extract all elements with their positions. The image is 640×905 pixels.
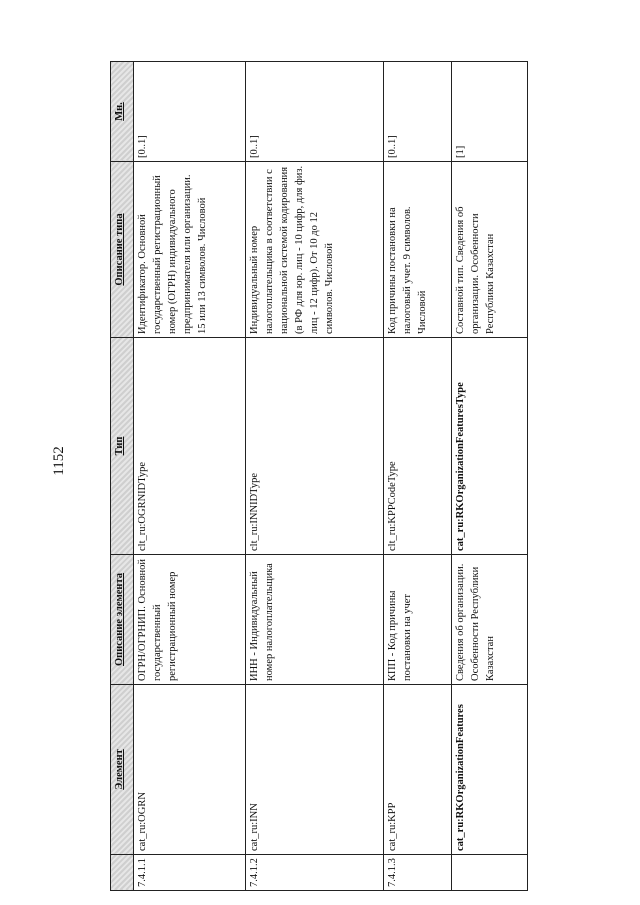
table-row (384, 62, 452, 891)
row-element: cat_ru:RKOrganizationFeatures (452, 685, 528, 855)
table-row (246, 62, 384, 891)
row-type: clt_ru:INNIDType (246, 338, 384, 555)
header-element-description: Описание элемента (111, 555, 134, 685)
row-multiplicity: [1] (452, 62, 528, 162)
row-type-description: Код причины постановки на налоговый учет. 9 символов. Числовой (384, 162, 452, 338)
header-num (111, 855, 134, 891)
row-num: 7.4.1.3 (384, 855, 452, 891)
row-multiplicity: [0..1] (246, 62, 384, 162)
table-header-row (111, 62, 134, 891)
row-type: cat_ru:RKOrganizationFeaturesType (452, 338, 528, 555)
row-type: clt_ru:KPPCodeType (384, 338, 452, 555)
schema-table (110, 61, 528, 891)
row-element: cat_ru:KPP (384, 685, 452, 855)
row-type-description: Идентификатор. Основной государственный регистрационный номер (ОГРН) индивидуального предпринимателя или организации. 15 или 13 символов. Числовой (134, 162, 246, 338)
row-type-description: Составной тип. Сведения об организации. Особенности Республики Казахстан (452, 162, 528, 338)
rotated-table-container (110, 62, 548, 891)
header-type-description: Описание типа (111, 162, 134, 338)
row-num: 7.4.1.2 (246, 855, 384, 891)
row-num (452, 855, 528, 891)
row-element: cat_ru:INN (246, 685, 384, 855)
row-num: 7.4.1.1 (134, 855, 246, 891)
table-row (134, 62, 246, 891)
row-type-description: Индивидуальный номер налогоплательщика в соответствии с национальной системой кодирования (в РФ для юр. лиц - 10 цифр, для физ. лиц - 12 цифр). От 10 до 12 символов. Числовой (246, 162, 384, 338)
header-multiplicity: Мн. (111, 62, 134, 162)
row-element: cat_ru:OGRN (134, 685, 246, 855)
row-multiplicity: [0..1] (384, 62, 452, 162)
row-element-description: Сведения об организации. Особенности Республики Казахстан (452, 555, 528, 685)
header-element: Элемент (111, 685, 134, 855)
header-type: Тип (111, 338, 134, 555)
table-row (452, 62, 528, 891)
row-type: clt_ru:OGRNIDType (134, 338, 246, 555)
row-element-description: ОГРН/ОГРНИП. Основной государственный регистрационный номер (134, 555, 246, 685)
page-number: 1152 (51, 446, 67, 476)
row-multiplicity: [0..1] (134, 62, 246, 162)
row-element-description: ИНН - Индивидуальный номер налогоплательщика (246, 555, 384, 685)
row-element-description: КПП - Код причины постановки на учет (384, 555, 452, 685)
